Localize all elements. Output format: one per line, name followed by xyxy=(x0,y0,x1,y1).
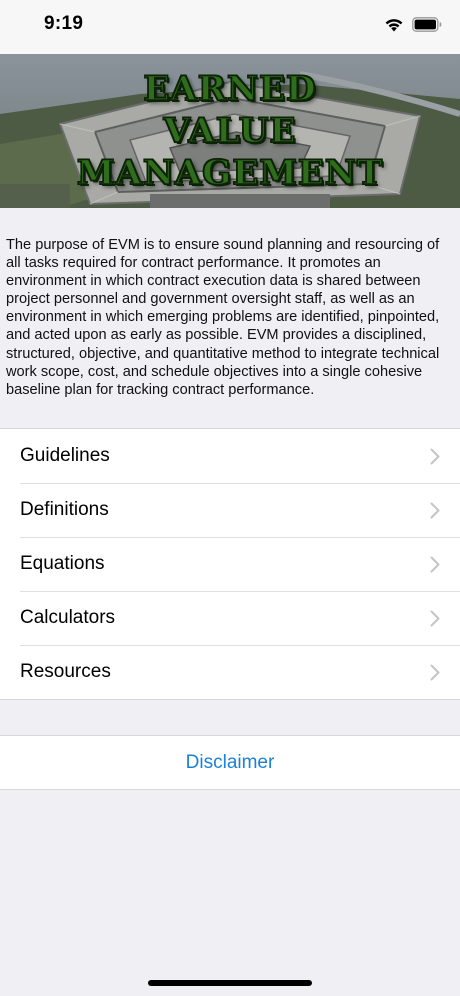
chevron-right-icon xyxy=(430,556,440,573)
menu-list xyxy=(0,428,460,700)
banner-image xyxy=(0,54,460,208)
banner-title xyxy=(0,68,460,194)
banner-title-line: VALUE xyxy=(163,111,297,151)
menu-item-definitions[interactable] xyxy=(0,483,460,537)
status-icons xyxy=(384,17,442,37)
menu-item-label: Resources xyxy=(20,661,111,682)
wifi-icon xyxy=(384,17,404,37)
menu-item-label: Equations xyxy=(20,553,105,574)
battery-icon xyxy=(412,17,442,37)
chevron-right-icon xyxy=(430,448,440,465)
menu-item-label: Guidelines xyxy=(20,445,110,466)
banner-title-line: MANAGEMENT xyxy=(76,153,384,193)
menu-item-guidelines[interactable] xyxy=(0,429,460,483)
menu-item-label: Calculators xyxy=(20,607,116,628)
menu-item-equations[interactable] xyxy=(0,537,460,591)
chevron-right-icon xyxy=(430,502,440,519)
chevron-right-icon xyxy=(430,610,440,627)
banner-title-line: EARNED xyxy=(143,69,317,109)
menu-item-resources[interactable] xyxy=(0,645,460,699)
menu-item-label: Definitions xyxy=(20,499,109,520)
evm-description: The purpose of EVM is to ensure sound planning and resourcing of all tasks required for contract performance. It promotes an environment in which contract execution data is shared between project personnel and government oversight staff, as well as an environment in which emerging problems are identified, pinpointed, and acted upon as early as possible. EVM provides a disciplined, structured, objective, and quantitative method to integrate technical work scope, cost, and schedule objectives into a single cohesive baseline plan for tracking contract performance. xyxy=(6,237,440,398)
menu-item-calculators[interactable] xyxy=(0,591,460,645)
home-indicator[interactable] xyxy=(148,980,312,986)
disclaimer-button[interactable]: Disclaimer xyxy=(185,751,275,773)
status-bar xyxy=(0,0,460,54)
status-time: 9:19 xyxy=(44,13,84,34)
disclaimer-row[interactable] xyxy=(0,735,460,790)
chevron-right-icon xyxy=(430,664,440,681)
